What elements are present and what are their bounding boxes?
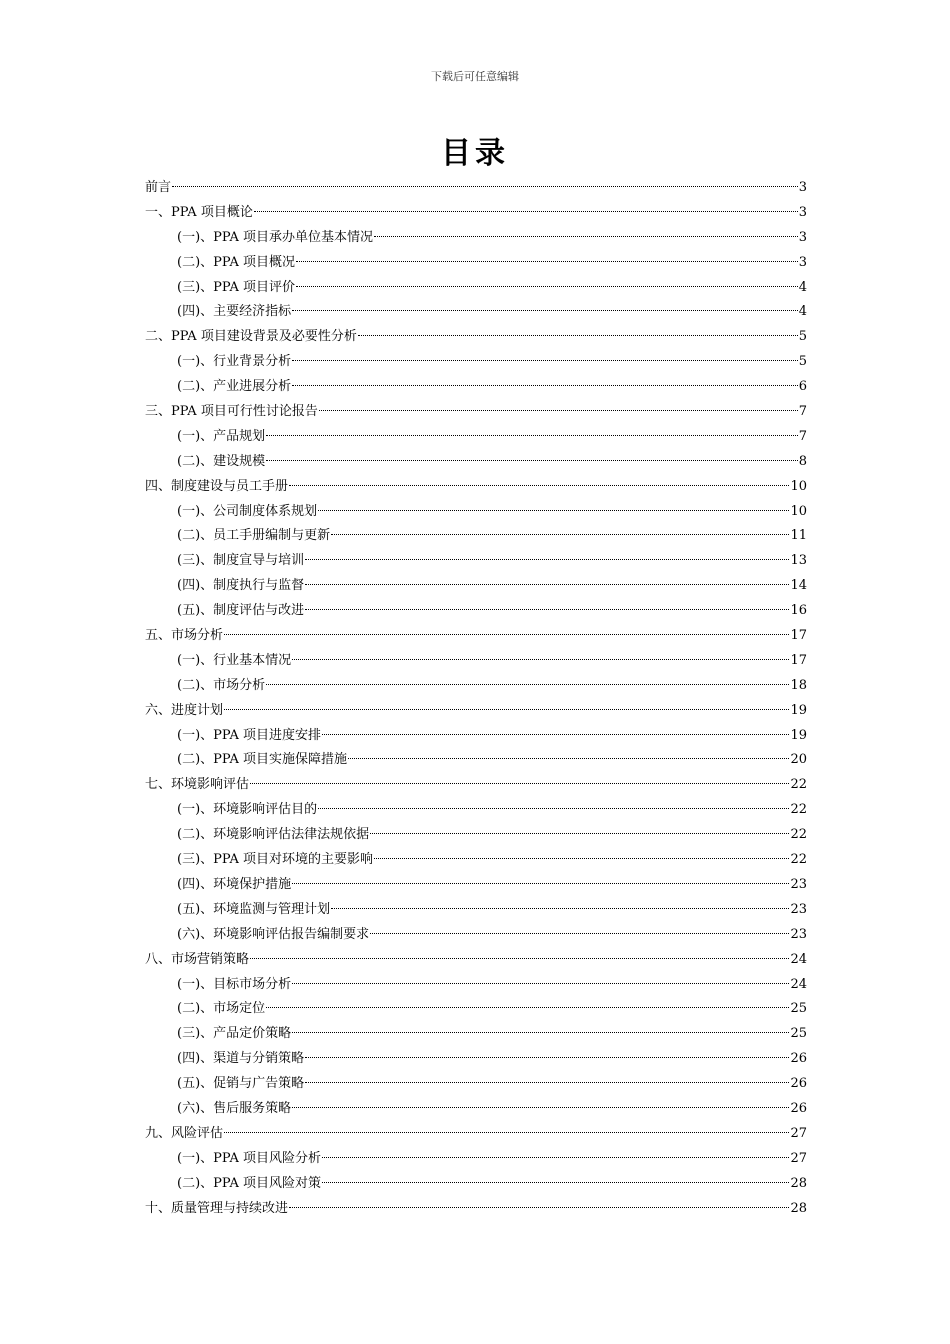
toc-entry-page: 26 xyxy=(790,1076,807,1092)
toc-entry-label: 八、市场营销策略 xyxy=(145,951,250,967)
toc-entry-page: 4 xyxy=(798,279,807,295)
toc-leader-dots xyxy=(322,733,789,735)
toc-entry-label: (二)、市场分析 xyxy=(177,677,266,693)
toc-leader-dots xyxy=(305,1056,789,1058)
toc-entry-label: (二)、产业进展分析 xyxy=(177,379,292,395)
toc-entry[interactable] xyxy=(145,848,807,873)
toc-entry-page: 25 xyxy=(790,1001,807,1017)
toc-leader-dots xyxy=(266,459,798,461)
toc-entry[interactable] xyxy=(145,948,807,973)
toc-entry-label: (五)、促销与广告策略 xyxy=(177,1076,305,1092)
toc-title: 目录 xyxy=(441,136,509,171)
toc-leader-dots xyxy=(292,309,798,311)
toc-entry-page: 16 xyxy=(790,603,807,619)
toc-entry-page: 26 xyxy=(790,1100,807,1116)
toc-entry-label: 五、市场分析 xyxy=(145,628,224,644)
toc-entry-page: 5 xyxy=(798,354,807,370)
toc-entry-label: (三)、PPA 项目评价 xyxy=(177,279,295,295)
toc-leader-dots xyxy=(305,558,789,560)
toc-entry-page: 26 xyxy=(790,1051,807,1067)
toc-entry-label: (一)、PPA 项目风险分析 xyxy=(177,1150,321,1166)
toc-entry-page: 11 xyxy=(790,528,807,544)
toc-entry[interactable] xyxy=(145,574,807,599)
toc-entry[interactable] xyxy=(145,251,807,276)
toc-leader-dots xyxy=(374,857,789,859)
toc-entry[interactable] xyxy=(145,923,807,948)
toc-entry-page: 3 xyxy=(798,254,807,270)
toc-leader-dots xyxy=(289,484,789,486)
toc-entry[interactable] xyxy=(145,898,807,923)
toc-entry[interactable] xyxy=(145,425,807,450)
toc-leader-dots xyxy=(319,409,798,411)
toc-leader-dots xyxy=(322,1156,789,1158)
toc-entry-page: 3 xyxy=(798,229,807,245)
toc-entry[interactable] xyxy=(145,276,807,301)
toc-entry-label: (二)、PPA 项目风险对策 xyxy=(177,1175,321,1191)
toc-leader-dots xyxy=(292,982,789,984)
toc-entry-page: 3 xyxy=(798,204,807,220)
toc-entry-label: (一)、行业基本情况 xyxy=(177,652,292,668)
toc-leader-dots xyxy=(305,583,789,585)
toc-entry-label: (一)、PPA 项目进度安排 xyxy=(177,727,321,743)
toc-entry[interactable] xyxy=(145,475,807,500)
toc-entry-label: 九、风险评估 xyxy=(145,1125,224,1141)
toc-entry-page: 14 xyxy=(790,578,807,594)
toc-leader-dots xyxy=(292,658,789,660)
toc-entry-label: (一)、环境影响评估目的 xyxy=(177,802,318,818)
toc-leader-dots xyxy=(318,807,789,809)
toc-entry[interactable] xyxy=(145,350,807,375)
toc-entry-page: 7 xyxy=(798,428,807,444)
toc-entry-page: 18 xyxy=(790,677,807,693)
toc-leader-dots xyxy=(305,1081,789,1083)
header-note: 下载后可任意编辑 xyxy=(431,70,519,83)
toc-entry[interactable] xyxy=(145,823,807,848)
toc-entry[interactable] xyxy=(145,1172,807,1197)
toc-leader-dots xyxy=(305,608,789,610)
toc-entry-label: (二)、员工手册编制与更新 xyxy=(177,528,331,544)
toc-leader-dots xyxy=(254,210,798,212)
toc-entry-page: 19 xyxy=(790,727,807,743)
toc-entry[interactable] xyxy=(145,674,807,699)
toc-entry-page: 22 xyxy=(790,802,807,818)
toc-entry[interactable] xyxy=(145,1197,807,1222)
toc-entry[interactable] xyxy=(145,997,807,1022)
toc-entry-page: 24 xyxy=(790,976,807,992)
toc-entry-label: (五)、制度评估与改进 xyxy=(177,603,305,619)
toc-leader-dots xyxy=(318,509,789,511)
toc-entry[interactable] xyxy=(145,500,807,525)
toc-entry-page: 3 xyxy=(798,180,807,195)
toc-entry-page: 23 xyxy=(790,926,807,942)
toc-leader-dots xyxy=(250,782,789,784)
toc-leader-dots xyxy=(250,957,789,959)
toc-entry-label: (一)、产品规划 xyxy=(177,428,266,444)
toc-entry-label: 四、制度建设与员工手册 xyxy=(145,478,289,494)
toc-entry-label: (一)、行业背景分析 xyxy=(177,354,292,370)
toc-entry-page: 7 xyxy=(798,404,807,420)
toc-entry-page: 10 xyxy=(790,478,807,494)
toc-entry[interactable] xyxy=(145,226,807,251)
toc-entry[interactable] xyxy=(145,773,807,798)
toc-entry-label: (二)、环境影响评估法律法规依据 xyxy=(177,827,370,843)
toc-entry-label: (一)、PPA 项目承办单位基本情况 xyxy=(177,229,373,245)
toc-entry[interactable] xyxy=(145,1147,807,1172)
toc-entry-label: (三)、PPA 项目对环境的主要影响 xyxy=(177,852,373,868)
toc-entry-page: 4 xyxy=(798,304,807,320)
toc-entry-label: (二)、建设规模 xyxy=(177,453,266,469)
toc-entry-label: (四)、环境保护措施 xyxy=(177,876,292,892)
toc-leader-dots xyxy=(374,235,798,237)
toc-entry[interactable] xyxy=(145,624,807,649)
toc-leader-dots xyxy=(224,633,789,635)
toc-entry[interactable] xyxy=(145,1022,807,1047)
toc-leader-dots xyxy=(172,185,798,187)
toc-leader-dots xyxy=(331,533,789,535)
toc-entry-label: (四)、渠道与分销策略 xyxy=(177,1051,305,1067)
toc-entry[interactable] xyxy=(145,724,807,749)
toc-entry[interactable] xyxy=(145,201,807,226)
toc-leader-dots xyxy=(289,1206,789,1208)
toc-leader-dots xyxy=(224,708,789,710)
toc-entry-page: 5 xyxy=(798,329,807,345)
toc-entry-page: 28 xyxy=(790,1175,807,1191)
toc-leader-dots xyxy=(322,1181,789,1183)
toc-entry[interactable] xyxy=(145,176,807,201)
toc-entry-page: 22 xyxy=(790,827,807,843)
toc-leader-dots xyxy=(224,1131,789,1133)
toc-entry-page: 19 xyxy=(790,702,807,718)
toc-entry-label: 二、PPA 项目建设背景及必要性分析 xyxy=(145,329,357,345)
toc-entry-page: 20 xyxy=(790,752,807,768)
toc-entry-page: 13 xyxy=(790,553,807,569)
toc-entry[interactable] xyxy=(145,400,807,425)
toc-entry-page: 8 xyxy=(798,453,807,469)
toc-entry-label: (二)、PPA 项目实施保障措施 xyxy=(177,752,347,768)
toc-entry-page: 23 xyxy=(790,876,807,892)
toc-entry-label: (一)、公司制度体系规划 xyxy=(177,503,318,519)
toc-entry-label: (三)、产品定价策略 xyxy=(177,1026,292,1042)
table-of-contents xyxy=(145,176,807,1221)
toc-entry-label: (五)、环境监测与管理计划 xyxy=(177,901,331,917)
toc-entry[interactable] xyxy=(145,450,807,475)
toc-leader-dots xyxy=(370,932,789,934)
toc-entry[interactable] xyxy=(145,798,807,823)
toc-leader-dots xyxy=(266,1006,789,1008)
toc-entry-label: 一、PPA 项目概论 xyxy=(145,204,253,220)
toc-entry-label: 六、进度计划 xyxy=(145,702,224,718)
toc-leader-dots xyxy=(296,260,798,262)
toc-entry-label: (二)、PPA 项目概况 xyxy=(177,254,295,270)
toc-leader-dots xyxy=(348,757,789,759)
toc-entry-label: (六)、环境影响评估报告编制要求 xyxy=(177,926,370,942)
toc-entry-page: 25 xyxy=(790,1026,807,1042)
toc-entry-page: 22 xyxy=(790,777,807,793)
toc-leader-dots xyxy=(358,334,798,336)
toc-entry[interactable] xyxy=(145,375,807,400)
toc-leader-dots xyxy=(292,882,789,884)
toc-entry[interactable] xyxy=(145,748,807,773)
toc-entry[interactable] xyxy=(145,300,807,325)
toc-entry[interactable] xyxy=(145,599,807,624)
toc-entry-label: 十、质量管理与持续改进 xyxy=(145,1200,289,1216)
toc-entry[interactable] xyxy=(145,699,807,724)
toc-entry-page: 28 xyxy=(790,1200,807,1216)
toc-entry-label: 前言 xyxy=(145,180,172,195)
toc-entry-label: 三、PPA 项目可行性讨论报告 xyxy=(145,404,318,420)
toc-entry-page: 22 xyxy=(790,852,807,868)
toc-entry-label: (六)、售后服务策略 xyxy=(177,1100,292,1116)
toc-entry-label: 七、环境影响评估 xyxy=(145,777,250,793)
toc-leader-dots xyxy=(292,1106,789,1108)
toc-entry-label: (三)、制度宣导与培训 xyxy=(177,553,305,569)
toc-entry-page: 27 xyxy=(790,1125,807,1141)
toc-leader-dots xyxy=(292,359,798,361)
toc-entry[interactable] xyxy=(145,524,807,549)
toc-entry-page: 23 xyxy=(790,901,807,917)
toc-leader-dots xyxy=(292,384,798,386)
toc-leader-dots xyxy=(331,907,789,909)
toc-entry-page: 6 xyxy=(798,379,807,395)
toc-entry[interactable] xyxy=(145,1097,807,1122)
toc-leader-dots xyxy=(292,1031,789,1033)
toc-entry[interactable] xyxy=(145,1047,807,1072)
toc-entry-label: (四)、制度执行与监督 xyxy=(177,578,305,594)
toc-entry-page: 27 xyxy=(790,1150,807,1166)
toc-entry[interactable] xyxy=(145,973,807,998)
toc-entry[interactable] xyxy=(145,325,807,350)
toc-leader-dots xyxy=(266,683,789,685)
toc-entry-page: 17 xyxy=(790,652,807,668)
toc-entry-label: (二)、市场定位 xyxy=(177,1001,266,1017)
toc-entry[interactable] xyxy=(145,1122,807,1147)
toc-entry[interactable] xyxy=(145,549,807,574)
toc-entry[interactable] xyxy=(145,649,807,674)
toc-entry-label: (四)、主要经济指标 xyxy=(177,304,292,320)
toc-entry[interactable] xyxy=(145,1072,807,1097)
toc-leader-dots xyxy=(370,832,789,834)
toc-entry-page: 10 xyxy=(790,503,807,519)
toc-entry-label: (一)、目标市场分析 xyxy=(177,976,292,992)
toc-leader-dots xyxy=(296,285,798,287)
toc-entry-page: 17 xyxy=(790,628,807,644)
toc-entry[interactable] xyxy=(145,873,807,898)
toc-leader-dots xyxy=(266,434,798,436)
toc-entry-page: 24 xyxy=(790,951,807,967)
